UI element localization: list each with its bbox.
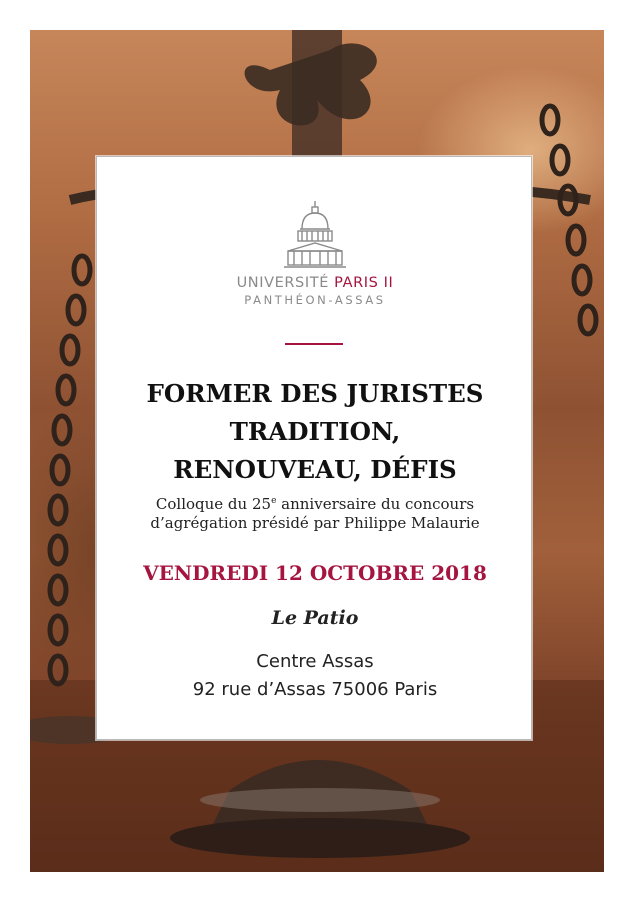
event-date: VENDREDI 12 OCTOBRE 2018 — [143, 561, 487, 585]
pantheon-dome-icon — [280, 199, 350, 271]
address-line-2: 92 rue d’Assas 75006 Paris — [192, 679, 438, 700]
title-line-2: TRADITION, — [229, 417, 401, 446]
title-line-3: RENOUVEAU, DÉFIS — [173, 455, 457, 484]
event-venue: Le Patio — [271, 607, 359, 629]
subtitle-line-2: d’agrégation présidé par Philippe Malaurie — [150, 514, 480, 532]
university-name-plain: UNIVERSITÉ — [236, 275, 335, 291]
subtitle-pre: Colloque du 25 — [155, 495, 272, 513]
university-name — [97, 275, 533, 291]
subtitle-line-1 — [97, 495, 533, 513]
subtitle-post: anniversaire du concours — [276, 495, 475, 513]
info-card — [96, 156, 532, 740]
university-name-accent: PARIS II — [334, 275, 394, 291]
title-line-1: FORMER DES JURISTES — [146, 379, 484, 408]
poster-background — [30, 30, 604, 872]
subtitle-superscript: e — [271, 496, 277, 506]
university-subname: PANTHÉON-ASSAS — [244, 293, 386, 307]
address-line-1: Centre Assas — [256, 651, 374, 672]
divider-rule — [285, 343, 343, 345]
university-logo — [97, 199, 533, 279]
